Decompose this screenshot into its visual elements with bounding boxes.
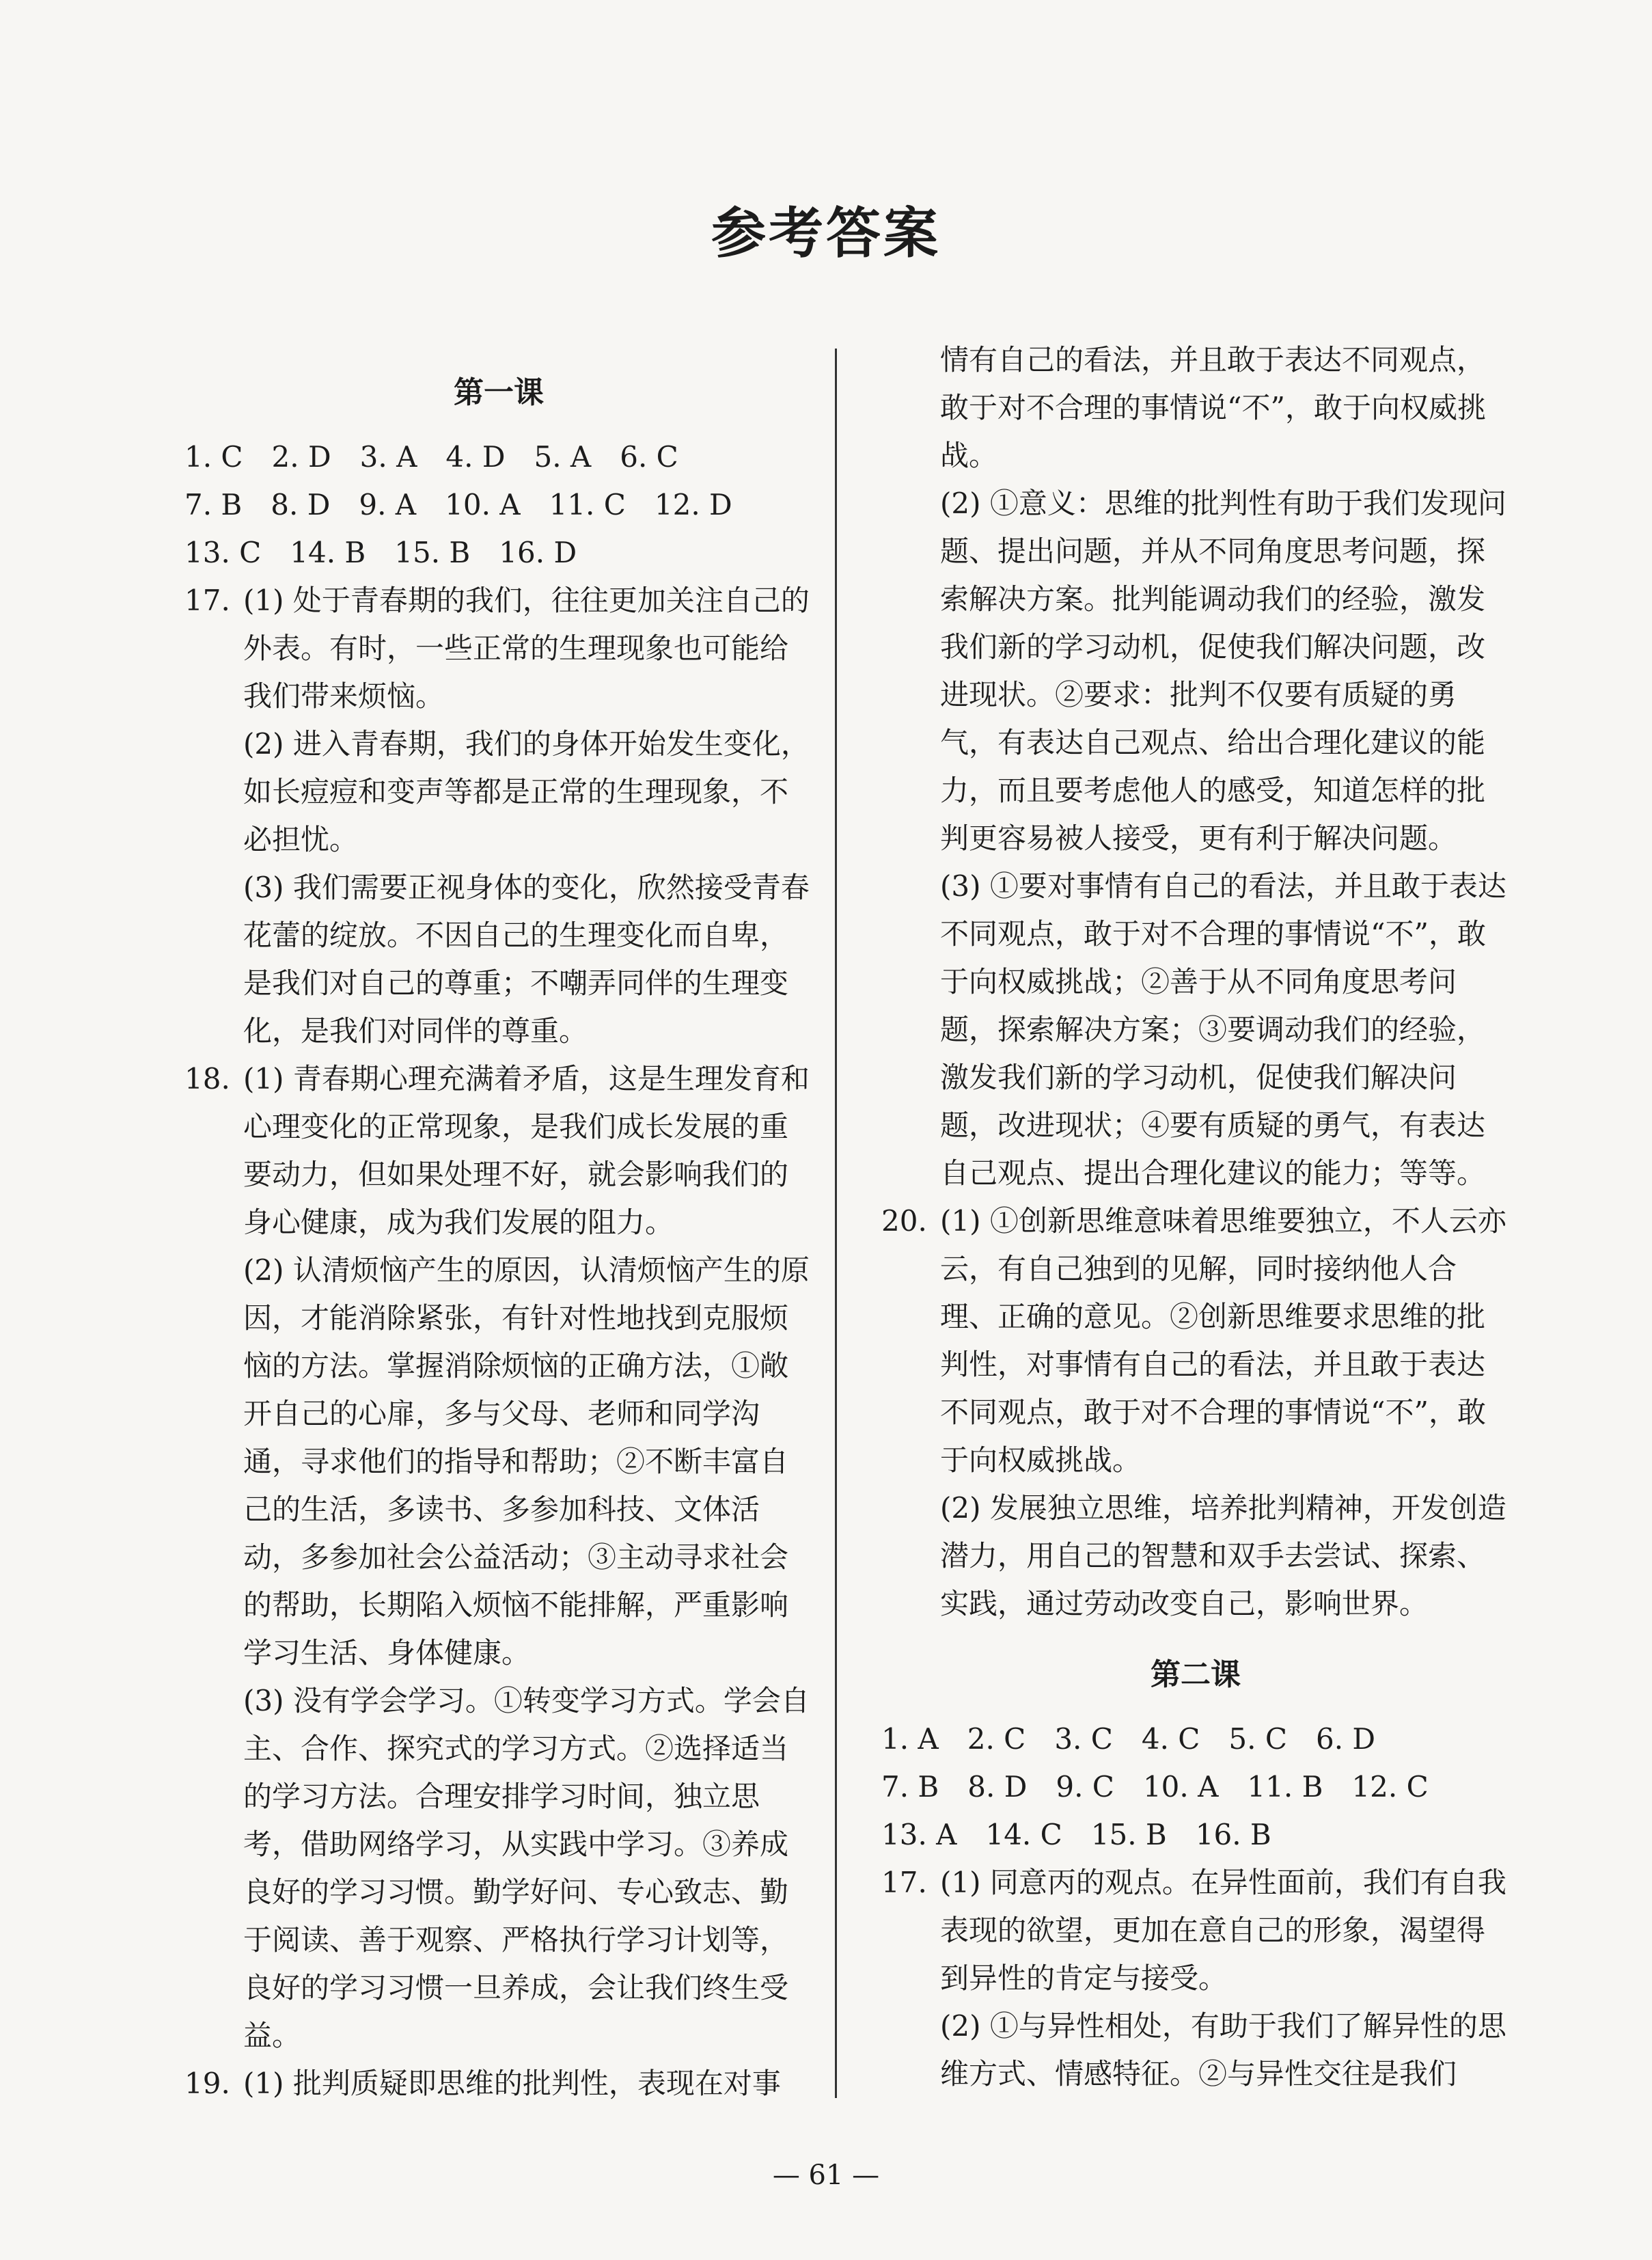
section-heading-lesson-1: 第一课 [454,375,544,410]
question-19 [184,2060,813,2108]
page-number: — 61 — [772,2160,880,2191]
answer-part-3: (3) 我们需要正视身体的变化，欣然接受青春花蕾的绽放。不因自己的生理变化而自卑，是我们对自己的尊重；不嘲弄同伴的生理变化，是我们对同伴的尊重。 [243,871,810,1048]
answer-part-2: (2) 认清烦恼产生的原因，认清烦恼产生的原因，才能消除紧张，有针对性地找到克服烦恼的方法。掌握消除烦恼的正确方法，①敞开自己的心扉，多与父母、老师和同学沟通，寻求他们的指导和帮助；②不断丰富自己的生活，多读书、多参加科技、文体活动，多参加社会公益活动；③主动寻求社会的帮助，长期陷入烦恼不能排解，严重影响学习生活、身体健康。 [243,1253,810,1670]
page-title: 参考答案 [711,202,941,265]
mc-answers-line-2: 7. B 8. D 9. C 10. A 11. B 12. C [881,1770,1429,1803]
question-number: 17. [881,1866,927,1899]
answer-part-3: (3) 没有学会学习。①转变学习方式。学会自主、合作、探究式的学习方式。②选择适当的学习方法。合理安排学习时间，独立思考，借助网络学习，从实践中学习。③养成良好的学习习惯。勤学好问、专心致志、勤于阅读、善于观察、严格执行学习计划等，良好的学习习惯一旦养成，会让我们终生受益。 [243,1684,810,2052]
question-18 [184,1055,813,2060]
question-17-lesson-2 [881,1859,1510,2098]
answer-part-1: (1) ①创新思维意味着思维要独立，不人云亦云，有自己独到的见解，同时接纳他人合理、正确的意见。②创新思维要求思维的批判性，对事情有自己的看法，并且敢于表达不同观点，敢于对不合理的事情说“不”，敢于向权威挑战。 [940,1204,1506,1477]
mc-answers-line-3: 13. C 14. B 15. B 16. D [184,536,577,569]
question-19-continued [881,336,1510,1197]
question-17 [184,577,813,1055]
mc-answers-line-1: 1. A 2. C 3. C 4. C 5. C 6. D [881,1722,1376,1756]
answer-part-3: (3) ①要对事情有自己的看法，并且敢于表达不同观点，敢于对不合理的事情说“不”，敢于向权威挑战；②善于从不同角度思考问题，探索解决方案；③要调动我们的经验，激发我们新的学习动机，促使我们解决问题，改进现状；④要有质疑的勇气，有表达自己观点、提出合理化建议的能力；等等。 [940,869,1506,1190]
answer-part-1: (1) 处于青春期的我们，往往更加关注自己的外表。有时，一些正常的生理现象也可能给我们带来烦恼。 [243,584,810,713]
question-number: 20. [881,1204,927,1238]
question-20 [881,1197,1510,1628]
answer-part-1-continued: 情有自己的看法，并且敢于表达不同观点，敢于对不合理的事情说“不”，敢于向权威挑战。 [940,343,1486,472]
left-column [184,342,813,2108]
answer-part-2: (2) 进入青春期，我们的身体开始发生变化，如长痘痘和变声等都是正常的生理现象，不必担忧。 [243,727,810,856]
mc-answers-line-3: 13. A 14. C 15. B 16. B [881,1818,1271,1851]
answer-part-1: (1) 批判质疑即思维的批判性，表现在对事 [243,2067,781,2100]
question-number: 18. [184,1062,230,1095]
column-divider [835,349,837,2098]
question-number: 17. [184,584,230,617]
question-number: 19. [184,2067,230,2100]
mc-answers-line-1: 1. C 2. D 3. A 4. D 5. A 6. C [184,440,678,474]
section-heading-lesson-2: 第二课 [1151,1657,1241,1692]
answer-part-1: (1) 同意丙的观点。在异性面前，我们有自我表现的欲望，更加在意自己的形象，渴望得到异性的肯定与接受。 [940,1866,1506,1995]
answer-part-2: (2) ①意义：思维的批判性有助于我们发现问题、提出问题，并从不同角度思考问题，探索解决方案。批判能调动我们的经验，激发我们新的学习动机，促使我们解决问题，改进现状。②要求：批判不仅要有质疑的勇气，有表达自己观点、给出合理化建议的能力，而且要考虑他人的感受，知道怎样的批判更容易被人接受，更有利于解决问题。 [940,487,1506,855]
answer-part-2: (2) ①与异性相处，有助于我们了解异性的思维方式、情感特征。②与异性交往是我们 [940,2009,1506,2091]
answer-part-1: (1) 青春期心理充满着矛盾，这是生理发育和心理变化的正常现象，是我们成长发展的重要动力，但如果处理不好，就会影响我们的身心健康，成为我们发展的阻力。 [243,1062,810,1239]
right-column [881,336,1510,2098]
mc-answers-line-2: 7. B 8. D 9. A 10. A 11. C 12. D [184,488,732,521]
answer-part-2: (2) 发展独立思维，培养批判精神，开发创造潜力，用自己的智慧和双手去尝试、探索、实践，通过劳动改变自己，影响世界。 [940,1491,1506,1620]
